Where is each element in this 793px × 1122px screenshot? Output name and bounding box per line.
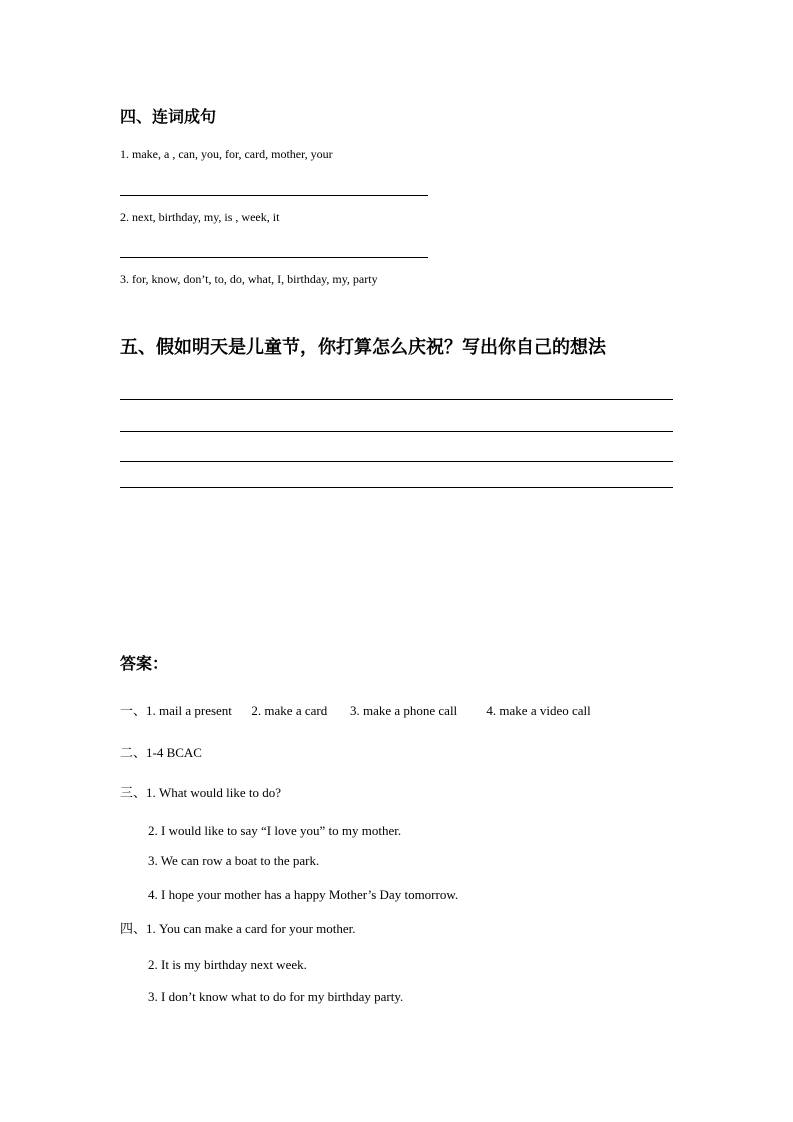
- answer-line-4: 2. I would like to say “I love you” to my mother.: [148, 823, 402, 838]
- question-item-3: 3. for, know, don’t, to, do, what, I, birthday, my, party: [120, 272, 378, 286]
- writing-line: [120, 461, 673, 462]
- question-item-1: 1. make, a , can, you, for, card, mother, your: [120, 147, 333, 161]
- page-content: [120, 100, 674, 1110]
- answer-line-2: 二、1-4 BCAC: [120, 745, 202, 760]
- answer-line-8: 2. It is my birthday next week.: [148, 957, 307, 972]
- answer-line-3: 三、1. What would like to do?: [120, 785, 282, 800]
- answer-line-1: 一、1. mail a present 2. make a card 3. make a phone call 4. make a video call: [120, 703, 591, 718]
- section-4-heading: 四、连词成句: [120, 109, 217, 126]
- answer-line-5: 3. We can row a boat to the park.: [148, 853, 320, 868]
- answer-line-7: 四、1. You can make a card for your mother.: [120, 921, 356, 936]
- answer-line-6: 4. I hope your mother has a happy Mother’s Day tomorrow.: [148, 887, 459, 902]
- writing-line: [120, 431, 673, 432]
- question-item-2: 2. next, birthday, my, is , week, it: [120, 210, 280, 224]
- writing-line: [120, 487, 673, 488]
- answer-blank-line: [120, 195, 428, 196]
- section-5-heading: 五、假如明天是儿童节，你打算怎么庆祝？写出你自己的想法: [120, 337, 606, 357]
- answers-heading: 答案：: [120, 656, 169, 673]
- answer-line-9: 3. I don’t know what to do for my birthday party.: [148, 989, 404, 1004]
- writing-line: [120, 399, 673, 400]
- answer-blank-line: [120, 257, 428, 258]
